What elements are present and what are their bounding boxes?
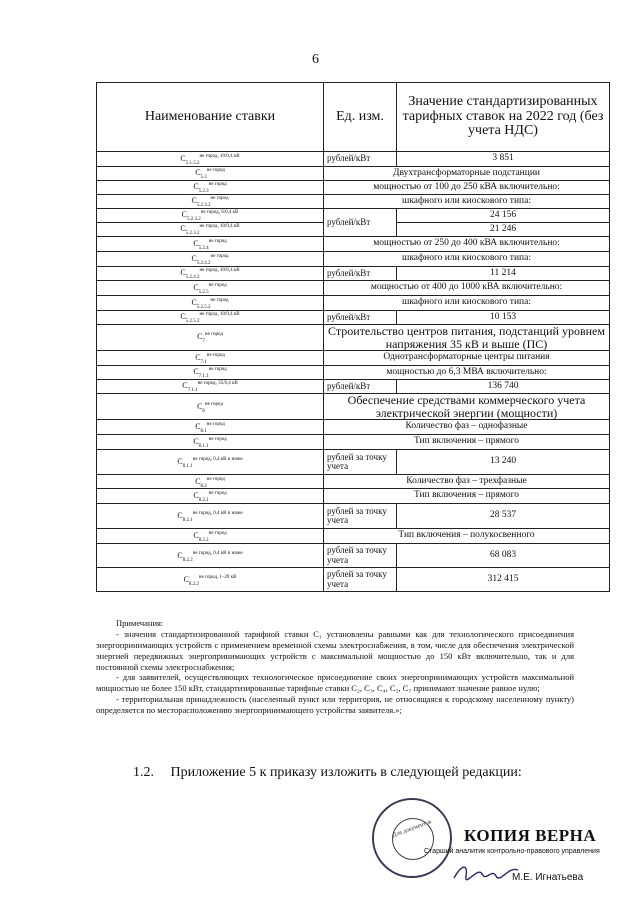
rate-group-label: мощностью до 6,3 МВА включительно: (324, 366, 610, 380)
rate-code-sup: не город (206, 422, 225, 428)
rate-code (97, 325, 324, 351)
table-row (97, 325, 610, 351)
rate-value: 312 415 (397, 568, 610, 592)
rate-code-sub: 5.2.4.2 (185, 275, 200, 281)
rate-group-label: шкафного или киоскового типа: (324, 195, 610, 209)
seal-text: Для документов (391, 819, 433, 839)
rate-code-base: С (177, 457, 183, 467)
rate-value: 10 153 (397, 311, 610, 325)
header-name: Наименование ставки (97, 83, 324, 152)
tariff-table (96, 82, 610, 592)
rate-code-sup: не город, 1–20 кВ (198, 574, 237, 580)
rate-code (97, 223, 324, 237)
rate-code-sup: не город, 0,4 кВ и ниже (192, 550, 243, 556)
table-row (97, 281, 610, 296)
unit-cell: рублей за точку учета (324, 504, 397, 529)
signer-name: М.Е. Игнатьева (512, 872, 584, 883)
rate-code-sub: 8.1 (200, 429, 207, 435)
rate-group-label: Тип включения – прямого (324, 489, 610, 504)
rate-code (97, 296, 324, 311)
rate-group-label: шкафного или киоскового типа: (324, 252, 610, 267)
rate-code (97, 281, 324, 296)
rate-code-sup: не город, 0,4 кВ и ниже (192, 511, 243, 517)
rate-code-sub: 5.2.4 (198, 245, 209, 251)
rate-code-sup: не город (206, 352, 225, 358)
rate-code (97, 568, 324, 592)
unit-cell: рублей/кВт (324, 209, 397, 237)
rate-code (97, 181, 324, 195)
rate-code-sup: не город, 35/0,4 кВ (197, 381, 238, 387)
rate-code-sup: не город (206, 168, 225, 174)
rate-code (97, 237, 324, 252)
section-heading (133, 765, 522, 781)
unit-cell: рублей за точку учета (324, 544, 397, 568)
rate-code-base: С (193, 282, 199, 292)
rate-code (97, 209, 324, 223)
unit-cell: рублей за точку учета (324, 568, 397, 592)
table-row (97, 435, 610, 450)
note-item: - территориальная принадлежность (населенный пункт или территория, не относящаяся к городскому населенному пункту) определяется по месторасположению энергопринимающего устройства заявителя.»; (96, 694, 574, 715)
table-row (97, 181, 610, 195)
rate-code-base: С (177, 511, 183, 521)
rate-code (97, 435, 324, 450)
rate-code-base: С (191, 196, 197, 206)
rate-value: 21 246 (397, 223, 610, 237)
rate-code (97, 366, 324, 380)
notes-block (96, 618, 574, 716)
rate-code-sub: 5.1.5.2 (185, 160, 200, 166)
rate-code-sub: 7 (202, 339, 205, 345)
rate-code-sub: 8 (202, 408, 205, 414)
rate-code-sub: 7.1.1 (187, 388, 198, 394)
table-row (97, 489, 610, 504)
rate-code-sub: 8.1.1 (182, 464, 193, 470)
note-item: - значения стандартизированной тарифной ставки С₁ установлены равными как для технологического присоединения энергопринимающих устройств с применением временной схемы электроснабжения, в том, числе для обеспечения электрической энергией передвижных энергопринимающих устройств с максимальной мощностью до 150 кВт включительно, так и для постоянной схемы электроснабжения; (96, 628, 574, 672)
rate-code-sup: не город (204, 401, 223, 407)
rate-code-sup: не город (208, 491, 227, 497)
rate-code-sup: не город (210, 253, 229, 259)
rate-code-base: С (180, 268, 186, 278)
rate-code-sub: 7.1 (200, 359, 207, 365)
rate-code (97, 489, 324, 504)
rate-code-sup: не город (208, 367, 227, 373)
table-row (97, 475, 610, 489)
rate-value: 11 214 (397, 267, 610, 281)
rate-code (97, 504, 324, 529)
rate-code-base: С (193, 238, 199, 248)
unit-cell: рублей за точку учета (324, 450, 397, 475)
table-row (97, 311, 610, 325)
table-row (97, 296, 610, 311)
rate-group-label: Строительство центров питания, подстанций уровнем напряжения 35 кВ и выше (ПС) (324, 325, 610, 351)
rate-group-label: мощностью от 400 до 1000 кВА включительно: (324, 281, 610, 296)
table-row (97, 195, 610, 209)
notes-title: Примечания: (116, 618, 164, 628)
rate-code-base: С (177, 550, 183, 560)
table-row (97, 351, 610, 366)
rate-code-sub: 8.2.2 (182, 557, 193, 563)
rate-code-sub: 5.2.3.2 (196, 203, 211, 209)
rate-code (97, 195, 324, 209)
section-text: Приложение 5 к приказу изложить в следующей редакции: (170, 765, 522, 780)
rate-code (97, 167, 324, 181)
rate-code-sub: 5.2.5 (198, 289, 209, 295)
table-header-row (97, 83, 610, 152)
rate-code-sub: 5.2.4.2 (196, 260, 211, 266)
rate-code-sub: 5.2.5.2 (185, 319, 200, 325)
rate-group-label: Количество фаз – трехфазные (324, 475, 610, 489)
rate-code (97, 267, 324, 281)
rate-code (97, 252, 324, 267)
rate-code (97, 475, 324, 489)
unit-cell: рублей/кВт (324, 380, 397, 394)
rate-code-base: С (193, 182, 199, 192)
table-row (97, 167, 610, 181)
rate-code-sup: не город, 10/0,4 кВ (199, 312, 240, 318)
rate-code-sup: не город (208, 531, 227, 537)
rate-code-sub: 8.2 (200, 483, 207, 489)
rate-value: 24 156 (397, 209, 610, 223)
rate-code-base: С (180, 224, 186, 234)
rate-code-base: С (180, 153, 186, 163)
rate-group-label: мощностью от 250 до 400 кВА включительно: (324, 237, 610, 252)
table-row (97, 237, 610, 252)
rate-code-sub: 8.2.1 (198, 498, 209, 504)
unit-cell: рублей/кВт (324, 152, 397, 167)
rate-code-base: С (183, 574, 189, 584)
table-row (97, 209, 610, 223)
table-row (97, 380, 610, 394)
rate-code-sup: не город, 10/0,4 кВ (199, 153, 240, 159)
certifier-position: Старший аналитик контрольно-правового управления (424, 848, 600, 855)
table-row (97, 450, 610, 475)
rate-code-sub: 8.1.1 (198, 444, 209, 450)
rate-code-sup: не город (208, 238, 227, 244)
rate-code (97, 351, 324, 366)
rate-code-base: С (195, 476, 201, 486)
rate-code-base: С (193, 367, 199, 377)
rate-code-base: С (195, 422, 201, 432)
table-row (97, 152, 610, 167)
rate-code-sub: 8.2.1 (182, 518, 193, 524)
rate-code (97, 311, 324, 325)
rate-value: 3 851 (397, 152, 610, 167)
rate-code-sup: не город (208, 182, 227, 188)
rate-code-base: С (195, 352, 201, 362)
rate-code-sup: не город, 10/0,4 кВ (199, 224, 240, 230)
rate-code (97, 394, 324, 420)
rate-code-sup: не город (208, 437, 227, 443)
rate-group-label: Тип включения – прямого (324, 435, 610, 450)
section-number: 1.2. (133, 765, 154, 780)
unit-cell: рублей/кВт (324, 267, 397, 281)
rate-group-label: Количество фаз – однофазные (324, 420, 610, 435)
rate-code-base: С (197, 332, 203, 342)
rate-code-sub: 5.2.3.2 (185, 231, 200, 237)
rate-code-base: С (182, 381, 188, 391)
rate-value: 68 083 (397, 544, 610, 568)
rate-code-sub: 5.2.3 (198, 189, 209, 195)
rate-code-sup: не город (206, 476, 225, 482)
rate-code-base: С (193, 437, 199, 447)
note-item: - для заявителей, осуществляющих технологическое присоединение своих энергопринимающих устройств максимальной мощностью не более 150 кВт, стандартизированные тарифные ставки С₂, С₃, С₄, С₅, С₇ принимают значение равное нулю; (96, 672, 574, 694)
rate-value: 13 240 (397, 450, 610, 475)
page-number: 6 (312, 52, 319, 67)
rate-code (97, 529, 324, 544)
rate-code-base: С (180, 312, 186, 322)
rate-code-sub: 5.2 (200, 175, 207, 181)
rate-code (97, 380, 324, 394)
rate-value: 28 537 (397, 504, 610, 529)
header-unit: Ед. изм. (324, 83, 397, 152)
table-row (97, 529, 610, 544)
rate-code-base: С (191, 253, 197, 263)
rate-group-label: Двухтрансформаторные подстанции (324, 167, 610, 181)
rate-code-sub: 7.1.1 (198, 374, 209, 380)
rate-code (97, 544, 324, 568)
rate-group-label: Обеспечение средствами коммерческого учета электрической энергии (мощности) (324, 394, 610, 420)
copy-certification-title: КОПИЯ ВЕРНА (464, 826, 597, 845)
rate-code-base: С (191, 297, 197, 307)
rate-code-sup: не город, 10/0,4 кВ (199, 268, 240, 274)
rate-code (97, 450, 324, 475)
rate-code-base: С (193, 491, 199, 501)
table-row (97, 420, 610, 435)
table-row (97, 252, 610, 267)
header-value: Значение стандартизированных тарифных ставок на 2022 год (без учета НДС) (397, 83, 610, 152)
rate-code-sup: не город (210, 196, 229, 202)
table-row (97, 267, 610, 281)
rate-code (97, 152, 324, 167)
rate-code-sub: 8.2.2 (188, 581, 199, 587)
rate-code-sup: не город, 6/0,4 кВ (200, 210, 239, 216)
table-row (97, 366, 610, 380)
rate-code-sup: не город (210, 297, 229, 303)
table-row (97, 504, 610, 529)
rate-code-sub: 5.2.5.2 (196, 304, 211, 310)
rate-group-label: шкафного или киоскового типа: (324, 296, 610, 311)
rate-code-sub: 8.2.2 (198, 538, 209, 544)
rate-group-label: Тип включения – полукосвенного (324, 529, 610, 544)
table-row (97, 544, 610, 568)
table-row (97, 394, 610, 420)
rate-value: 136 740 (397, 380, 610, 394)
rate-code-base: С (195, 168, 201, 178)
rate-code-sub: 5.2.3.2 (186, 217, 201, 223)
rate-code-sup: не город, 0,4 кВ и ниже (192, 457, 243, 463)
table-row (97, 568, 610, 592)
rate-code-base: С (193, 531, 199, 541)
rate-group-label: Однотрансформаторные центры питания (324, 351, 610, 366)
rate-code-sup: не город (208, 282, 227, 288)
rate-group-label: мощностью от 100 до 250 кВА включительно: (324, 181, 610, 195)
rate-code-sup: не город (204, 332, 223, 338)
rate-code-base: С (197, 401, 203, 411)
rate-code-base: С (181, 210, 187, 220)
rate-code (97, 420, 324, 435)
unit-cell: рублей/кВт (324, 311, 397, 325)
